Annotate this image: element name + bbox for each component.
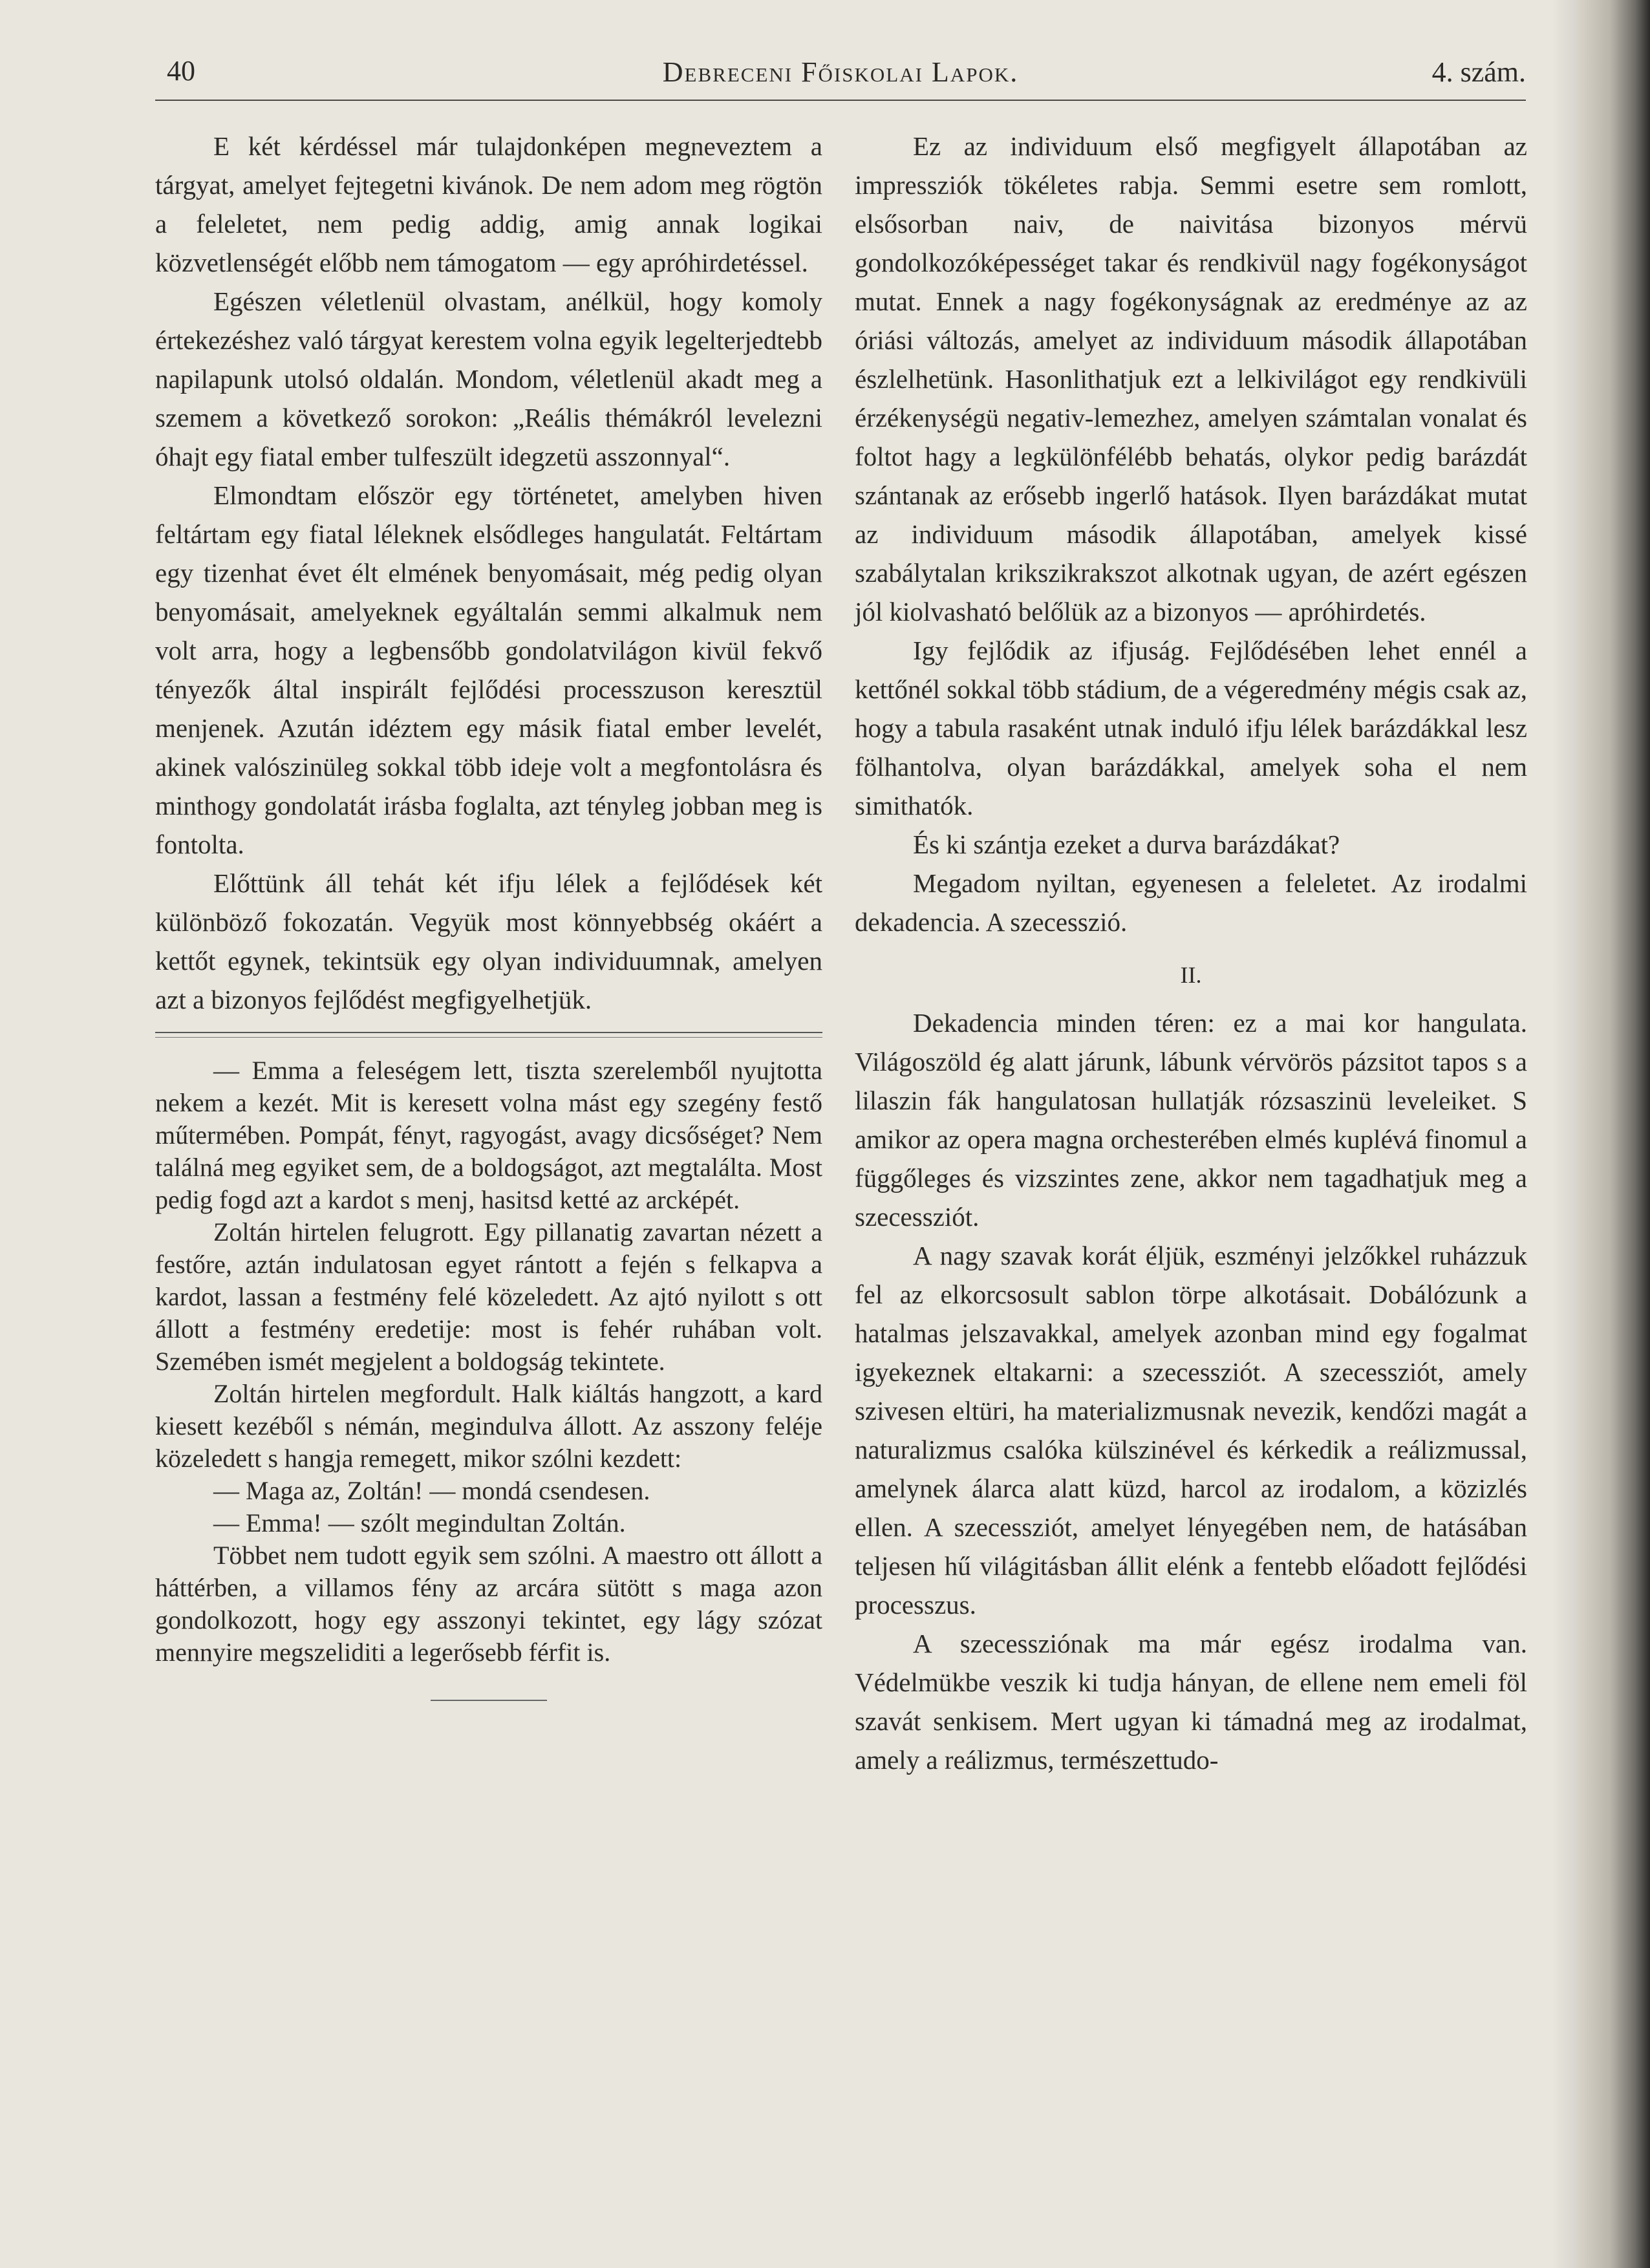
page-spine-shadow bbox=[1552, 0, 1578, 2268]
essay-paragraph: Előttünk áll tehát két ifju lélek a fejlődések két különböző fokozatán. Vegyük most könnyebbség okáért a kettőt egynek, tekintsük egy olyan individuumnak, amelyen azt a bizonyos fejlődést megfigyelhetjük. bbox=[155, 868, 822, 1014]
end-rule bbox=[431, 1700, 547, 1701]
story-paragraph: — Emma! — szólt megindultan Zoltán. bbox=[213, 1508, 626, 1537]
section-divider bbox=[155, 1032, 822, 1038]
story-paragraph: Zoltán hirtelen felugrott. Egy pillanatig zavartan nézett a festőre, aztán indulatosan egyet rántott a fején s felkapva a kardot, lassan a festmény felé közeledett. Az ajtó nyilott s ott állott a festmény eredetije: most is fehér ruhában volt. Szemében ismét megjelent a boldogság tekintete. bbox=[155, 1217, 822, 1376]
section-heading: II. bbox=[1180, 962, 1202, 988]
page-number: 40 bbox=[167, 55, 195, 87]
essay-paragraph: Egészen véletlenül olvastam, anélkül, hogy komoly értekezéshez való tárgyat kerestem volna egyik legelterjedtebb napilapunk utolsó oldalán. Mondom, véletlenül akadt meg a szemem a következő sorokon: „Reális thémákról levelezni óhajt egy fiatal ember tulfeszült idegzetü asszonnyal“. bbox=[155, 286, 822, 471]
story-paragraph: Többet nem tudott egyik sem szólni. A maestro ott állott a háttérben, a villamos fény az arcára sütött s maga azon gondolkozott, hogy egy asszonyi tekintet, egy lágy szózat mennyire megszeliditi a legerősebb férfit is. bbox=[155, 1541, 822, 1667]
story-excerpt bbox=[155, 1054, 822, 1669]
right-column bbox=[855, 127, 1527, 1779]
essay-paragraph: Megadom nyiltan, egyenesen a feleletet. Az irodalmi dekadencia. A szecesszió. bbox=[855, 868, 1527, 937]
running-header bbox=[155, 54, 1526, 101]
essay-paragraph: Ez az individuum első megfigyelt állapotában az impressziók tökéletes rabja. Semmi esetre sem romlott, elsősorban naiv, de naivitása bizonyos mérvü gondolkozóképességet takar és rendkivül nagy fogékonyságot mutat. Ennek a nagy fogékonyságnak az eredménye az az óriási változás, amelyet az individuum második állapotában észlelhetünk. Hasonlithatjuk ezt a lelkivilágot egy rendkivüli érzékenységü negativ-lemezhez, amelyen számtalan vonalat és foltot hagy a legkülönfélébb behatás, olykor pedig barázdát szántanak az erősebb ingerlő hatások. Ilyen barázdákat mutat az individuum második állapotában, amelyek kissé szabálytalan krikszikrakszot alkotnak ugyan, de azért egészen jól kiolvasható belőlük az a bizonyos — apróhirdetés. bbox=[855, 131, 1527, 626]
journal-title: Debreceni Főiskolai Lapok. bbox=[662, 56, 1019, 88]
essay-paragraph: Dekadencia minden téren: ez a mai kor hangulata. Világoszöld ég alatt járunk, lábunk vérvörös pázsitot tapos s a lilaszin fák hangulatosan hullatják rózsaszinü leveleiket. S amikor az opera magna orchesterében elmés kuplévá finomul a függőleges és vizszintes zene, akkor nem tagadhatjuk meg a szecessziót. bbox=[855, 1008, 1527, 1232]
page-edge-shadow bbox=[1578, 0, 1650, 2268]
essay-paragraph: A szecessziónak ma már egész irodalma van. Védelmükbe veszik ki tudja hányan, de ellene nem emeli föl szavát senkisem. Mert ugyan ki támadná meg az irodalmat, amely a reálizmus, természettudo- bbox=[855, 1629, 1527, 1775]
essay-paragraph: E két kérdéssel már tulajdonképen megneveztem a tárgyat, amelyet fejtegetni kivánok. De nem adom meg rögtön a feleletet, nem pedig addig, amig annak logikai közvetlenségét előbb nem támogatom — egy apróhirdetéssel. bbox=[155, 131, 822, 277]
left-column bbox=[155, 127, 822, 1701]
story-paragraph: — Emma a feleségem lett, tiszta szerelemből nyujtotta nekem a kezét. Mit is keresett volna mást egy szegény festő műtermében. Pompát, fényt, ragyogást, avagy dicsőséget? Nem találná meg egyiket sem, de a boldogságot, azt megtalálta. Most pedig fogd azt a kardot s menj, hasitsd ketté az arcképét. bbox=[155, 1056, 822, 1214]
essay-paragraph: Elmondtam először egy történetet, amelyben hiven feltártam egy fiatal léleknek elsődleges hangulatát. Feltártam egy tizenhat évet élt elmének benyomásait, még pedig olyan benyomásait, amelyeknek egyáltalán semmi alkalmuk nem volt arra, hogy a legbensőbb gondolatvilágon kivül fekvő tényezők által inspirált fejlődési processzuson keresztül menjenek. Azután idéztem egy másik fiatal ember levelét, akinek valószinüleg sokkal több ideje volt a megfontolásra és minthogy gondolatát irásba foglalta, azt tényleg jobban meg is fontolta. bbox=[155, 480, 822, 859]
issue-number: 4. szám. bbox=[1431, 56, 1526, 88]
essay-paragraph: A nagy szavak korát éljük, eszményi jelzőkkel ruházzuk fel az elkorcsosult sablon törpe alkotásait. Dobálózunk a hatalmas jelszavakkal, amelyek azonban mind egy fogalmat igyekeznek eltakarni: a szecessziót. A szecessziót, amely szivesen eltüri, ha materializmusnak nevezik, kendőzi magát a naturalizmus csalóka külszinével és kérkedik a reálizmussal, amelynek álarca alatt küzd, harcol az irodalom, a közizlés ellen. A szecessziót, amelyet lényegében nem, de hatásában teljesen hű világitásban állit elénk a fentebb előadott fejlődési processzus. bbox=[855, 1241, 1527, 1620]
story-paragraph: Zoltán hirtelen megfordult. Halk kiáltás hangzott, a kard kiesett kezéből s némán, megindulva állott. Az asszony feléje közeledett s hangja remegett, mikor szólni kezdett: bbox=[155, 1379, 822, 1473]
essay-paragraph: És ki szántja ezeket a durva barázdákat? bbox=[913, 829, 1340, 859]
story-paragraph: — Maga az, Zoltán! — mondá csendesen. bbox=[213, 1476, 650, 1505]
essay-paragraph: Igy fejlődik az ifjuság. Fejlődésében lehet ennél a kettőnél sokkal több stádium, de a végeredmény mégis csak az, hogy a tabula rasaként utnak induló ifju lélek barázdákkal lesz fölhantolva, olyan barázdákkal, amelyek soha el nem simithatók. bbox=[855, 636, 1527, 820]
